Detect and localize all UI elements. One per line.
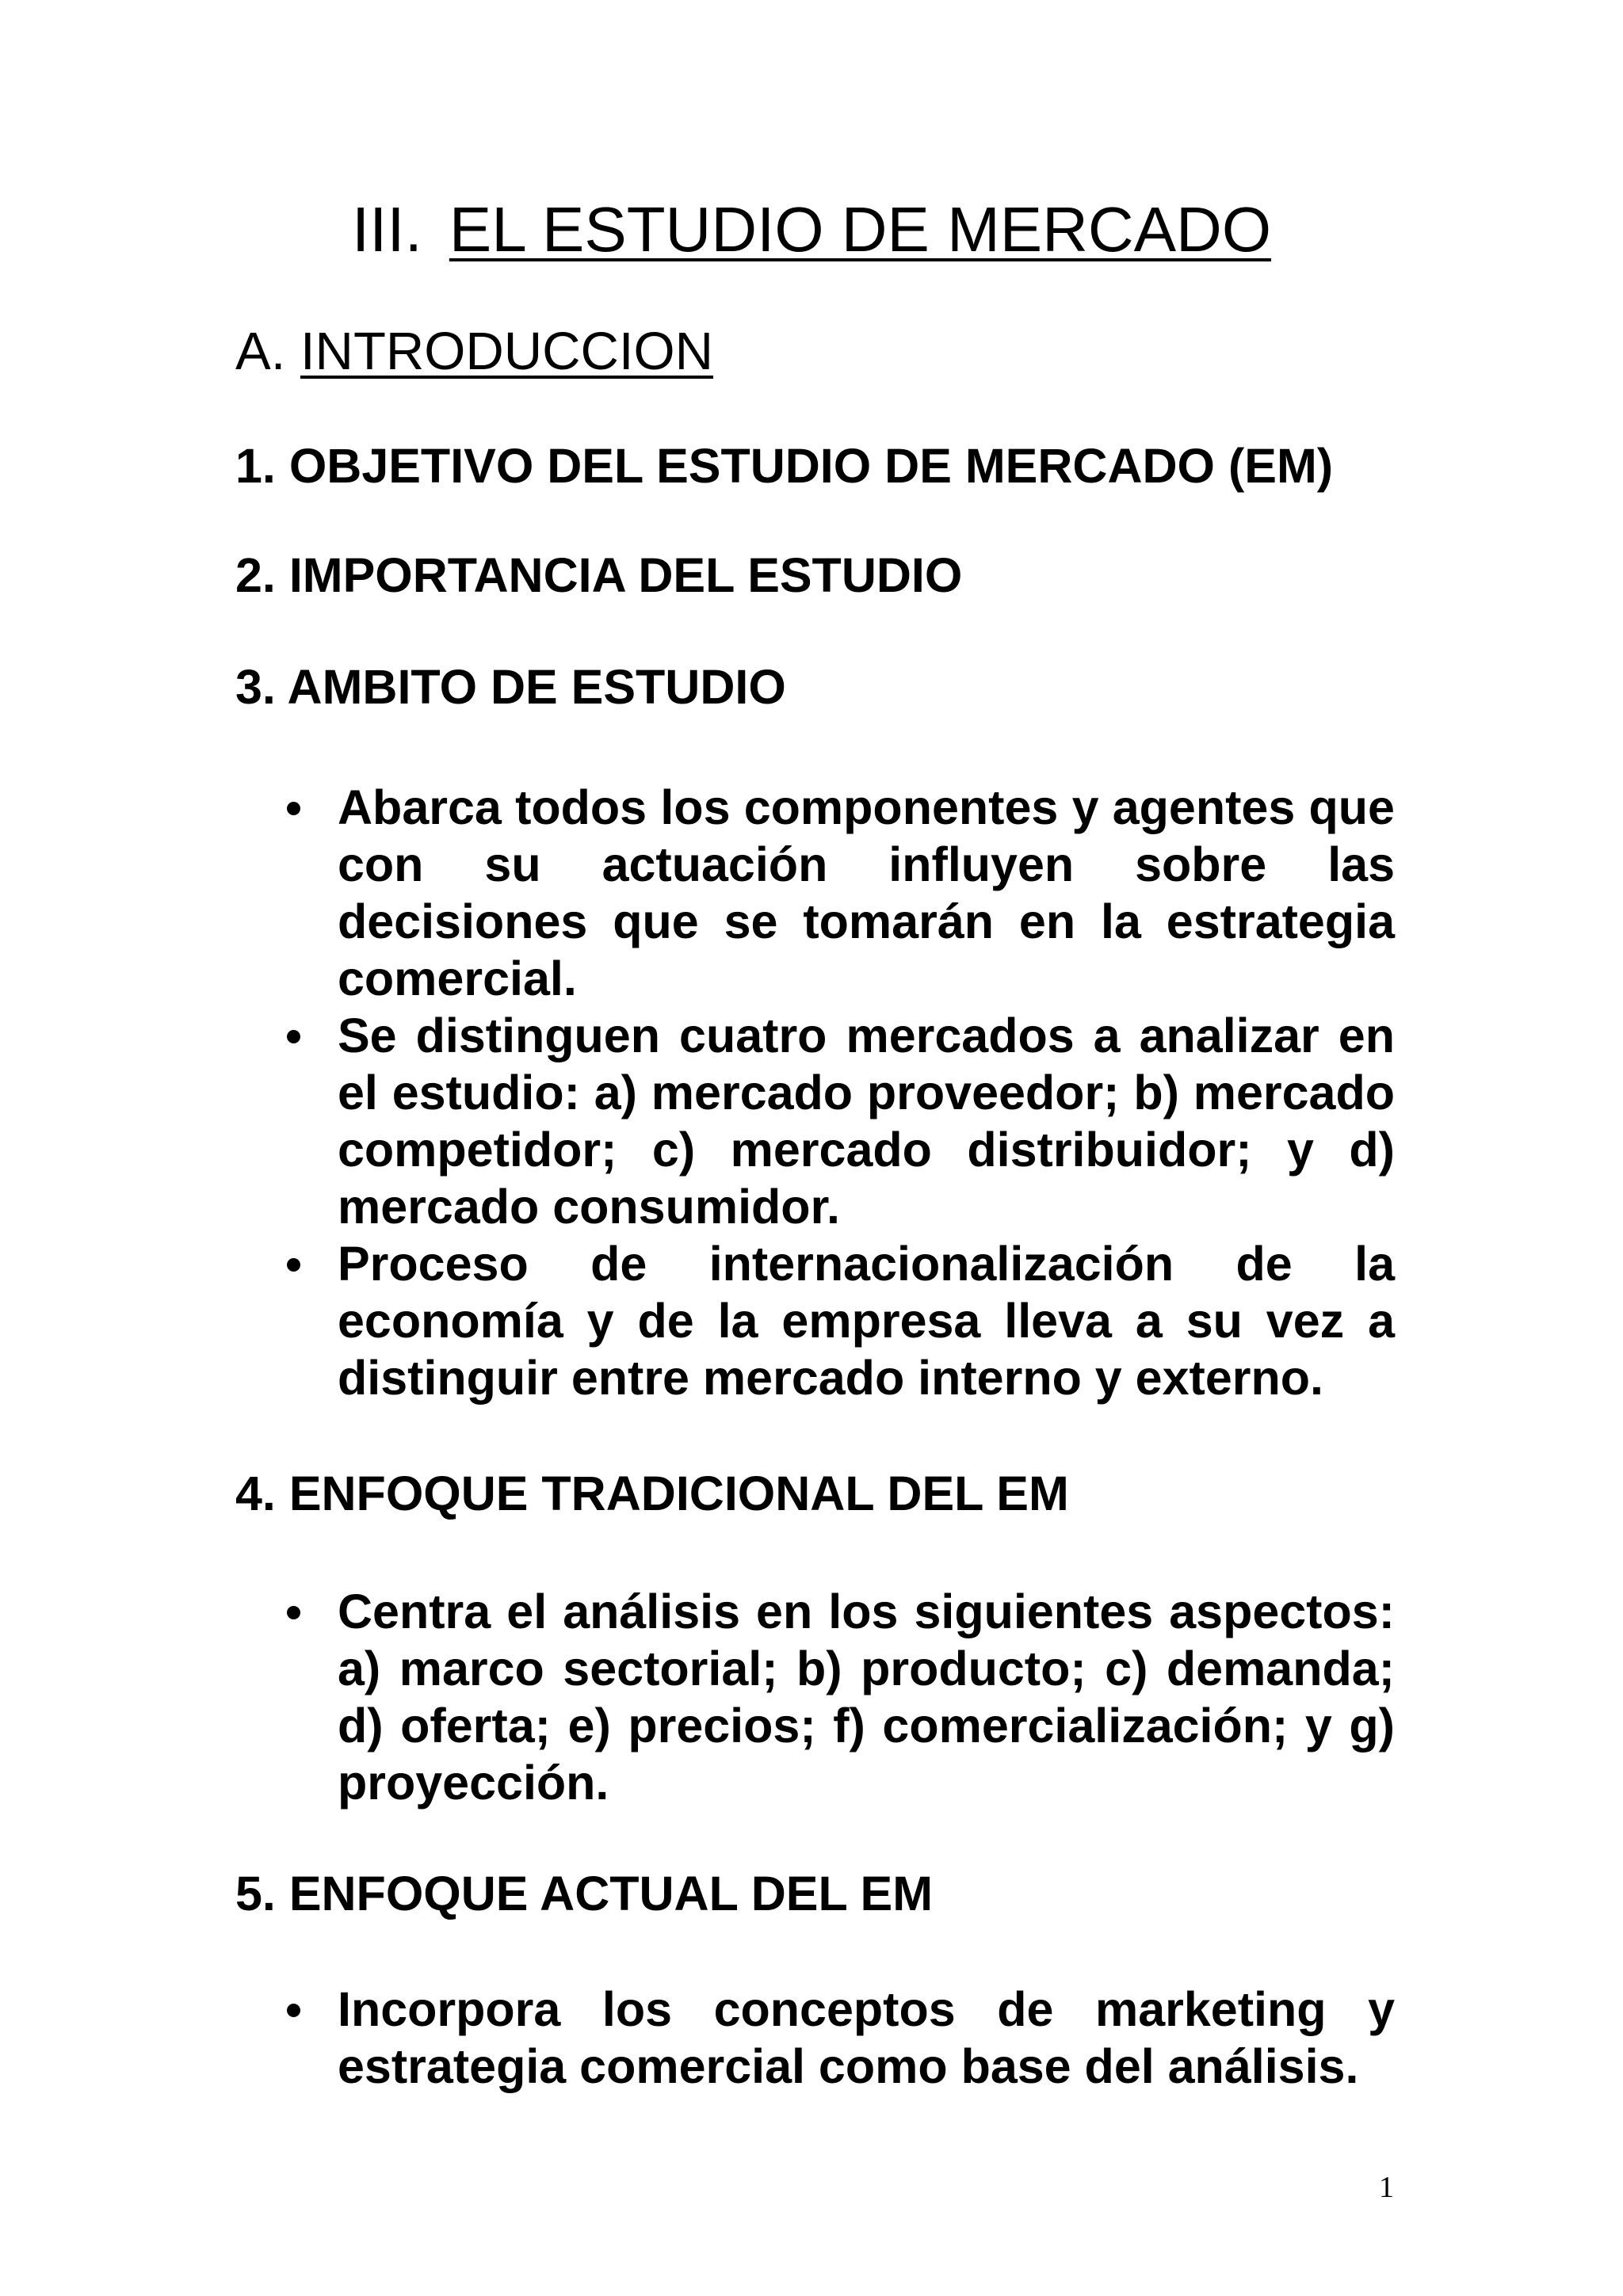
bullet-icon [287, 1258, 300, 1272]
section-a-text: INTRODUCCION [300, 322, 714, 381]
bullet-icon [287, 1030, 300, 1043]
tradicional-bullet-list [281, 1583, 1395, 1811]
bullet-text: Incorpora los conceptos de marketing y estrategia comercial como base del análisis. [338, 1982, 1395, 2093]
bullet-text: Se distinguen cuatro mercados a analizar en el estudio: a) mercado proveedor; b) mercado competidor; c) mercado distribuidor; y d) mercado consumidor. [338, 1009, 1395, 1234]
ambito-bullet-list [281, 779, 1395, 1406]
page-number: 1 [1379, 2171, 1394, 2204]
list-item [281, 1981, 1395, 2095]
page-title [0, 194, 1623, 265]
bullet-text: Abarca todos los componentes y agentes que con su actuación influyen sobre las decisiones que se tomarán en la estrategia comercial. [338, 780, 1395, 1005]
bullet-text: Proceso de internacionalización de la economía y de la empresa lleva a su vez a distinguir entre mercado interno y externo. [338, 1237, 1395, 1405]
list-item [281, 779, 1395, 1007]
heading-ambito: 3. AMBITO DE ESTUDIO [235, 660, 786, 714]
title-text: EL ESTUDIO DE MERCADO [449, 194, 1272, 265]
bullet-icon [287, 802, 300, 815]
actual-bullet-list [281, 1981, 1395, 2095]
heading-importancia: 2. IMPORTANCIA DEL ESTUDIO [235, 548, 963, 602]
heading-enfoque-tradicional: 4. ENFOQUE TRADICIONAL DEL EM [235, 1466, 1069, 1520]
heading-objetivo: 1. OBJETIVO DEL ESTUDIO DE MERCADO (EM) [235, 439, 1334, 493]
list-item [281, 1007, 1395, 1235]
bullet-text: Centra el análisis en los siguientes aspectos: a) marco sectorial; b) producto; c) demanda; d) oferta; e) precios; f) comercialización; y g) proyección. [338, 1585, 1395, 1810]
heading-enfoque-actual: 5. ENFOQUE ACTUAL DEL EM [235, 1867, 934, 1920]
bullet-icon [287, 1606, 300, 1619]
title-number: III. [351, 194, 422, 265]
section-a-heading [235, 322, 714, 381]
section-a-prefix: A. [235, 322, 286, 381]
list-item [281, 1583, 1395, 1811]
bullet-icon [287, 2004, 300, 2017]
list-item [281, 1235, 1395, 1406]
